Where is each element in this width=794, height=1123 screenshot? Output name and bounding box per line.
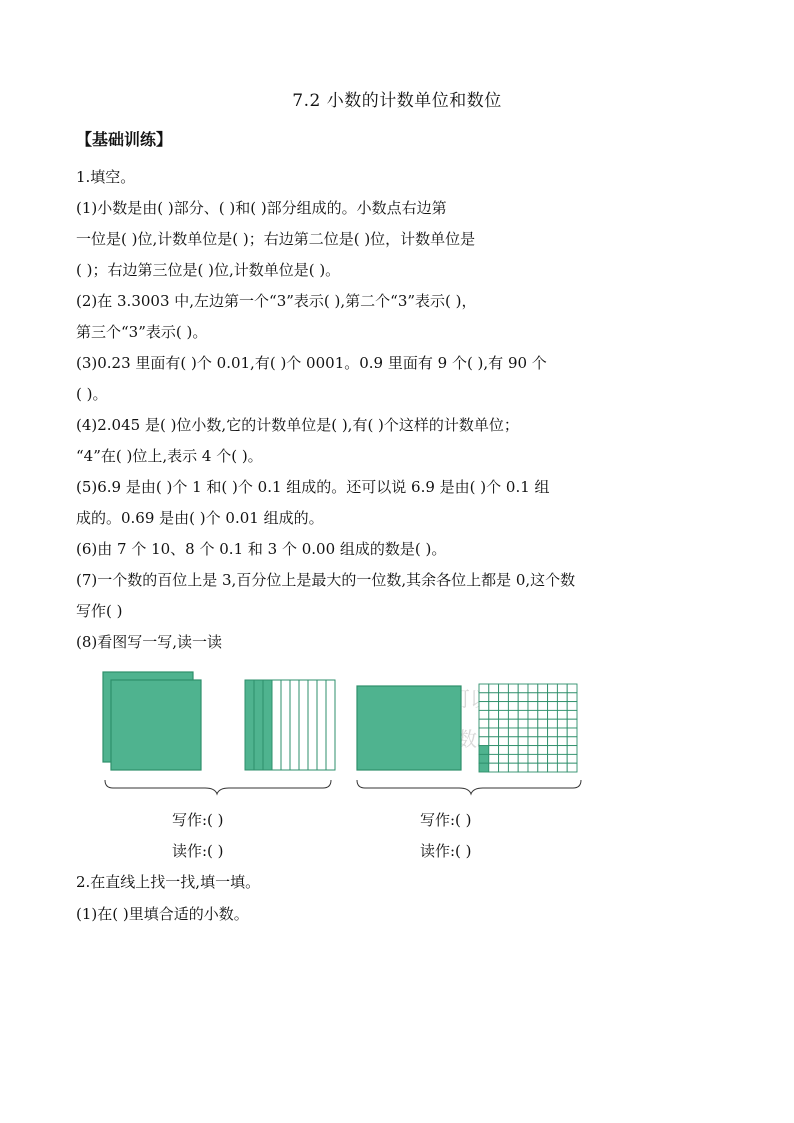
brace: [357, 780, 581, 794]
hundredth-cell: [479, 746, 489, 755]
tenth-column: [245, 680, 254, 770]
hundredth-cell: [499, 702, 509, 711]
hundredth-cell: [557, 728, 567, 737]
question-2-heading: 2.在直线上找一找,填一填。: [76, 873, 261, 891]
hundredth-cell: [508, 684, 518, 693]
question-1-line: (3)0.23 里面有( )个 0.01,有( )个 0001。0.9 里面有 9 个( ),有 90 个: [76, 354, 547, 372]
hundredth-cell: [489, 693, 499, 702]
hundredth-cell: [567, 728, 577, 737]
hundredth-cell: [528, 754, 538, 763]
hundredth-cell: [557, 710, 567, 719]
hundredth-cell: [528, 702, 538, 711]
question-1-line: 第三个“3”表示( )。: [76, 323, 208, 341]
hundredth-cell: [508, 728, 518, 737]
hundredth-cell: [548, 702, 558, 711]
hundredth-cell: [548, 728, 558, 737]
hundredth-cell: [567, 710, 577, 719]
hundredth-cell: [479, 763, 489, 772]
hundredth-cell: [557, 684, 567, 693]
hundredth-cell: [567, 719, 577, 728]
hundredth-cell: [528, 737, 538, 746]
hundredth-cell: [508, 754, 518, 763]
hundredth-cell: [528, 728, 538, 737]
hundredth-cell: [518, 728, 528, 737]
hundredth-cell: [489, 746, 499, 755]
hundredth-cell: [479, 728, 489, 737]
hundredth-cell: [489, 684, 499, 693]
hundredth-cell: [557, 737, 567, 746]
left-write-label: 写作:( ): [172, 811, 224, 829]
page-title: 7.2 小数的计数单位和数位: [292, 91, 502, 111]
hundredth-cell: [518, 719, 528, 728]
hundredth-cell: [518, 693, 528, 702]
hundredth-cell: [548, 684, 558, 693]
hundredth-cell: [508, 710, 518, 719]
question-1-line: (6)由 7 个 10、8 个 0.1 和 3 个 0.00 组成的数是( )。: [76, 540, 447, 558]
hundredth-cell: [499, 710, 509, 719]
decimal-grid-figure: [95, 664, 585, 796]
hundredth-cell: [499, 728, 509, 737]
hundredth-cell: [489, 728, 499, 737]
hundredth-cell: [499, 754, 509, 763]
hundredth-cell: [518, 702, 528, 711]
question-2-sub-1: (1)在( )里填合适的小数。: [76, 905, 249, 923]
whole-square: [111, 680, 201, 770]
hundredth-cell: [489, 763, 499, 772]
hundredth-cell: [528, 763, 538, 772]
hundredth-cell: [538, 746, 548, 755]
hundredth-cell: [489, 710, 499, 719]
hundredth-cell: [548, 693, 558, 702]
hundredth-cell: [499, 737, 509, 746]
question-1-line: 写作( ): [76, 602, 123, 620]
hundredth-cell: [508, 737, 518, 746]
question-1-line: (7)一个数的百位上是 3,百分位上是最大的一位数,其余各位上都是 0,这个数: [76, 571, 576, 589]
hundredth-cell: [538, 754, 548, 763]
tenths-square: [245, 680, 335, 770]
whole-square: [357, 686, 461, 770]
question-1-line: (1)小数是由( )部分、( )和( )部分组成的。小数点右边第: [76, 199, 447, 217]
left-read-label: 读作:( ): [172, 842, 224, 860]
hundredth-cell: [567, 693, 577, 702]
hundredth-cell: [557, 719, 567, 728]
hundredth-cell: [557, 763, 567, 772]
hundredth-cell: [499, 693, 509, 702]
tenth-column: [299, 680, 308, 770]
question-1-line: “4”在( )位上,表示 4 个( )。: [76, 447, 263, 465]
hundredth-cell: [538, 728, 548, 737]
hundredth-cell: [538, 693, 548, 702]
hundredth-cell: [528, 710, 538, 719]
hundredth-cell: [479, 737, 489, 746]
hundredth-cell: [528, 746, 538, 755]
hundredth-cell: [489, 737, 499, 746]
question-1-line: ( )。: [76, 385, 108, 403]
hundredth-cell: [508, 763, 518, 772]
question-1-line: (5)6.9 是由( )个 1 和( )个 0.1 组成的。还可以说 6.9 是由( )个 0.1 组: [76, 478, 550, 496]
hundredth-cell: [567, 702, 577, 711]
question-1-line: ( )；右边第三位是( )位,计数单位是( )。: [76, 261, 341, 279]
hundredth-cell: [548, 754, 558, 763]
hundredth-cell: [557, 693, 567, 702]
hundredth-cell: [538, 702, 548, 711]
hundredth-cell: [479, 684, 489, 693]
hundredth-cell: [499, 684, 509, 693]
hundredth-cell: [538, 684, 548, 693]
hundredth-cell: [489, 754, 499, 763]
hundredth-cell: [518, 710, 528, 719]
decimal-grid-illustration: [95, 664, 585, 796]
hundredth-cell: [489, 719, 499, 728]
hundredth-cell: [528, 719, 538, 728]
question-1-heading: 1.填空。: [76, 168, 136, 186]
section-heading: 【基础训练】: [76, 130, 173, 149]
question-1-line: 一位是( )位,计数单位是( )；右边第二位是( )位，计数单位是: [76, 230, 476, 248]
tenth-column: [263, 680, 272, 770]
hundredth-cell: [548, 746, 558, 755]
question-1-line: 成的。0.69 是由( )个 0.01 组成的。: [76, 509, 324, 527]
hundredth-cell: [508, 746, 518, 755]
hundredth-cell: [528, 693, 538, 702]
hundredth-cell: [538, 719, 548, 728]
right-write-label: 写作:( ): [420, 811, 472, 829]
hundredth-cell: [479, 754, 489, 763]
tenth-column: [308, 680, 317, 770]
hundredth-cell: [518, 684, 528, 693]
question-1-line: (2)在 3.3003 中,左边第一个“3”表示( ),第二个“3”表示( )，: [76, 292, 477, 310]
hundredth-cell: [479, 719, 489, 728]
hundredth-cell: [557, 702, 567, 711]
hundredth-cell: [508, 702, 518, 711]
hundredth-cell: [557, 754, 567, 763]
hundredth-cell: [567, 763, 577, 772]
hundredth-cell: [567, 684, 577, 693]
hundredth-cell: [528, 684, 538, 693]
hundredth-cell: [548, 719, 558, 728]
tenth-column: [272, 680, 281, 770]
hundredth-cell: [489, 702, 499, 711]
tenth-column: [254, 680, 263, 770]
tenth-column: [281, 680, 290, 770]
hundredth-cell: [479, 710, 489, 719]
question-1-line: (8)看图写一写,读一读: [76, 633, 223, 651]
hundredth-cell: [479, 693, 489, 702]
hundredth-cell: [538, 737, 548, 746]
hundredth-cell: [538, 763, 548, 772]
hundredth-cell: [548, 710, 558, 719]
hundredths-square: [479, 684, 577, 772]
hundredth-cell: [567, 754, 577, 763]
hundredth-cell: [567, 737, 577, 746]
hundredth-cell: [499, 719, 509, 728]
right-read-label: 读作:( ): [420, 842, 472, 860]
tenth-column: [317, 680, 326, 770]
hundredth-cell: [518, 763, 528, 772]
question-1-line: (4)2.045 是( )位小数,它的计数单位是( ),有( )个这样的计数单位；: [76, 416, 519, 434]
hundredth-cell: [567, 746, 577, 755]
hundredth-cell: [557, 746, 567, 755]
hundredth-cell: [508, 693, 518, 702]
hundredth-cell: [548, 763, 558, 772]
hundredth-cell: [499, 763, 509, 772]
hundredth-cell: [508, 719, 518, 728]
brace: [105, 780, 331, 794]
tenth-column: [326, 680, 335, 770]
hundredth-cell: [499, 746, 509, 755]
hundredth-cell: [548, 737, 558, 746]
hundredth-cell: [479, 702, 489, 711]
hundredth-cell: [518, 754, 528, 763]
hundredth-cell: [518, 737, 528, 746]
hundredth-cell: [518, 746, 528, 755]
hundredth-cell: [538, 710, 548, 719]
tenth-column: [290, 680, 299, 770]
